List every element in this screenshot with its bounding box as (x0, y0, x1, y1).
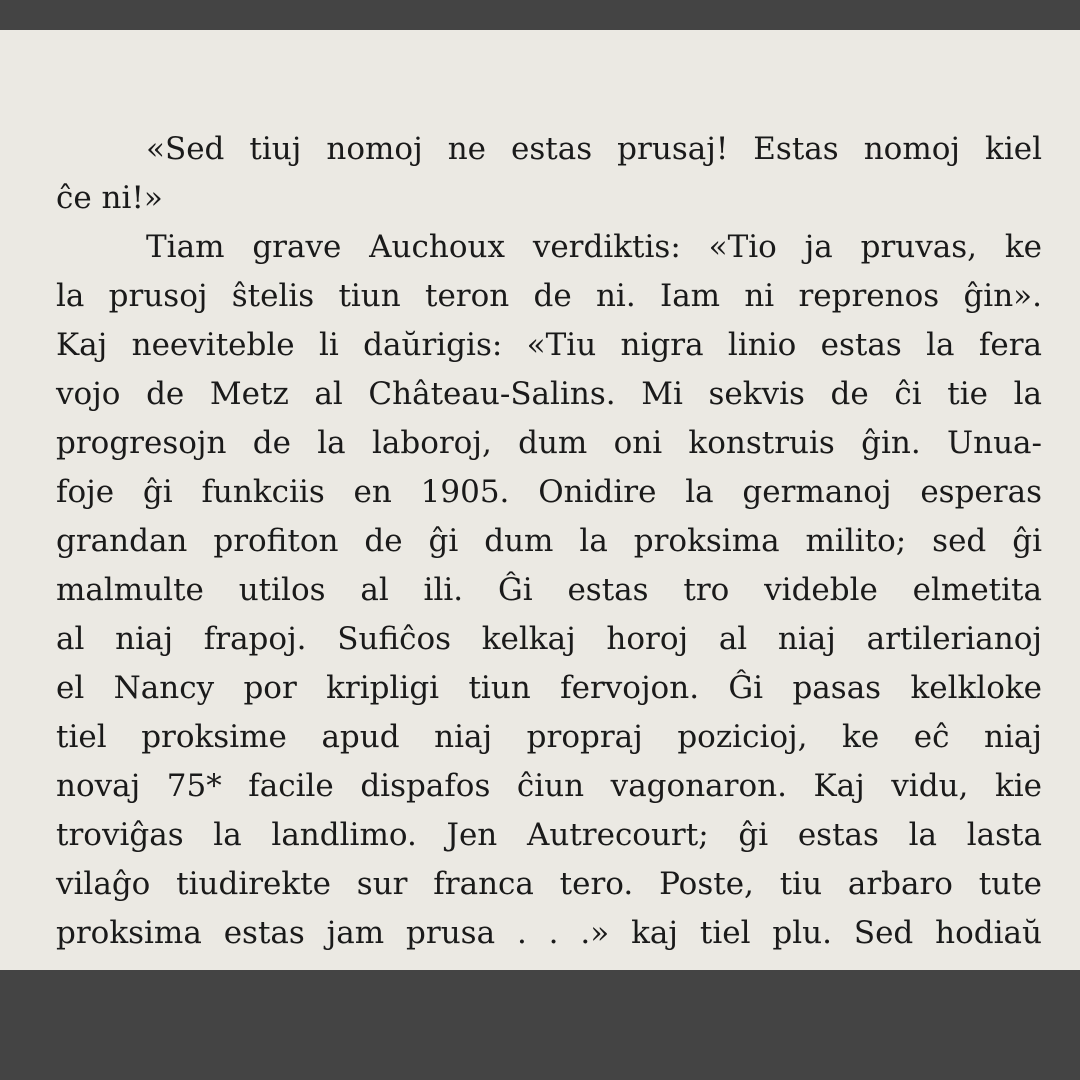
text-line: vilaĝo tiudirekte sur franca tero. Poste, tiu arbaro tute (56, 866, 1042, 902)
text-line: el Nancy por kripligi tiun fervojon. Ĝi pasas kelkloke (56, 670, 1042, 706)
text-line: progresojn de la laboroj, dum oni konstruis ĝin. Unua- (56, 425, 1042, 461)
book-page (0, 30, 1080, 970)
text-line: proksima estas jam prusa . . .» kaj tiel plu. Sed hodiaŭ (56, 915, 1042, 951)
text-line: Tiam grave Auchoux verdiktis: «Tio ja pruvas, ke (146, 229, 1042, 265)
text-line: troviĝas la landlimo. Jen Autrecourt; ĝi estas la lasta (56, 817, 1042, 853)
text-line: «Sed tiuj nomoj ne estas prusaj! Estas nomoj kiel (146, 131, 1042, 167)
text-line: grandan profiton de ĝi dum la proksima milito; sed ĝi (56, 523, 1042, 559)
page-text (56, 125, 1042, 958)
text-line: la prusoj ŝtelis tiun teron de ni. Iam ni reprenos ĝin». (56, 278, 1042, 314)
text-line: Kaj neeviteble li daŭrigis: «Tiu nigra linio estas la fera (56, 327, 1042, 363)
text-line: al niaj frapoj. Sufiĉos kelkaj horoj al niaj artilerianoj (56, 621, 1042, 657)
text-line: malmulte utilos al ili. Ĝi estas tro videble elmetita (56, 572, 1042, 608)
text-line: foje ĝi funkciis en 1905. Onidire la germanoj esperas (56, 474, 1042, 510)
text-line: tiel proksime apud niaj propraj pozicioj, ke eĉ niaj (56, 719, 1042, 755)
text-line: vojo de Metz al Château-Salins. Mi sekvis de ĉi tie la (56, 376, 1042, 412)
text-line: novaj 75* facile dispafos ĉiun vagonaron. Kaj vidu, kie (56, 768, 1042, 804)
text-line: ĉe ni!» (56, 180, 163, 216)
